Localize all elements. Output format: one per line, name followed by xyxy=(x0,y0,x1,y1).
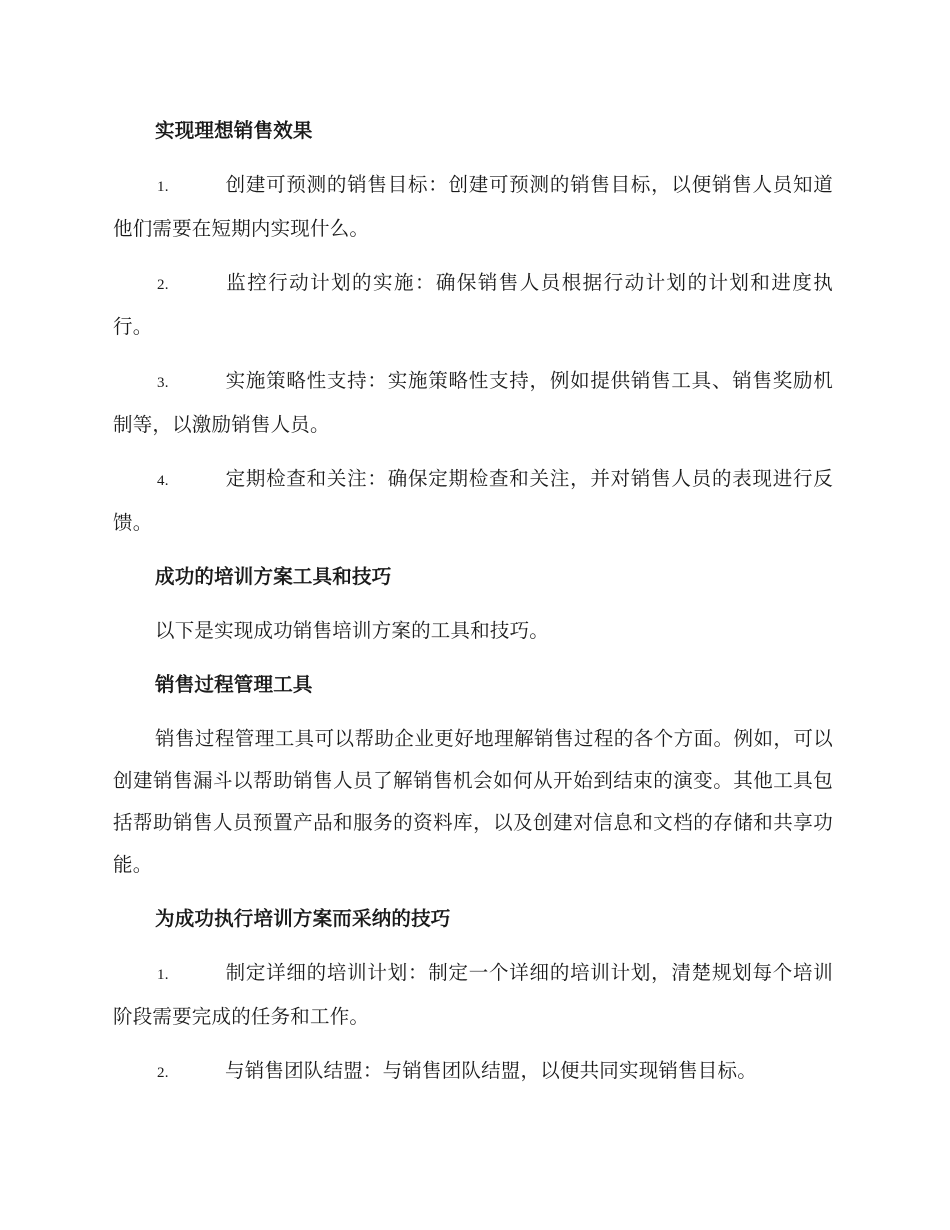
body-paragraph: 以下是实现成功销售培训方案的工具和技巧。 xyxy=(155,619,550,642)
list-number: 2. xyxy=(157,277,169,293)
list-item-text: 监控行动计划的实施：确保销售人员根据行动计划的计划和进度执行。 xyxy=(113,271,833,338)
list-number: 2. xyxy=(157,1065,169,1081)
body-paragraph: 销售过程管理工具可以帮助企业更好地理解销售过程的各个方面。例如，可以创建销售漏斗以帮助销售人员了解销售机会如何从开始到结束的演变。其他工具包括帮助销售人员预置产品和服务的资料库，以及创建对信息和文档的存储和共享功能。 xyxy=(113,727,833,876)
list-item xyxy=(113,952,833,1038)
list-item xyxy=(113,360,833,446)
document-body xyxy=(113,110,833,1106)
list-number: 1. xyxy=(157,967,169,983)
list-item-text: 定期检查和关注：确保定期检查和关注，并对销售人员的表现进行反馈。 xyxy=(113,467,833,534)
list-item xyxy=(113,164,833,250)
list-item xyxy=(113,1050,833,1094)
list-item xyxy=(113,262,833,348)
section-heading: 为成功执行培训方案而采纳的技巧 xyxy=(155,907,451,930)
list-item-text: 与销售团队结盟：与销售团队结盟，以便共同实现销售目标。 xyxy=(225,1059,757,1082)
list-item-text: 创建可预测的销售目标：创建可预测的销售目标，以便销售人员知道他们需要在短期内实现什么。 xyxy=(113,173,833,240)
list-item xyxy=(113,458,833,544)
list-item-text: 制定详细的培训计划：制定一个详细的培训计划，清楚规划每个培训阶段需要完成的任务和工作。 xyxy=(113,961,833,1028)
section-heading: 成功的培训方案工具和技巧 xyxy=(155,565,392,588)
list-item-text: 实施策略性支持：实施策略性支持，例如提供销售工具、销售奖励机制等，以激励销售人员。 xyxy=(113,369,833,436)
list-number: 3. xyxy=(157,375,169,391)
section-heading: 销售过程管理工具 xyxy=(155,673,313,696)
section-heading: 实现理想销售效果 xyxy=(155,119,313,142)
list-number: 4. xyxy=(157,473,169,489)
list-number: 1. xyxy=(157,179,169,195)
